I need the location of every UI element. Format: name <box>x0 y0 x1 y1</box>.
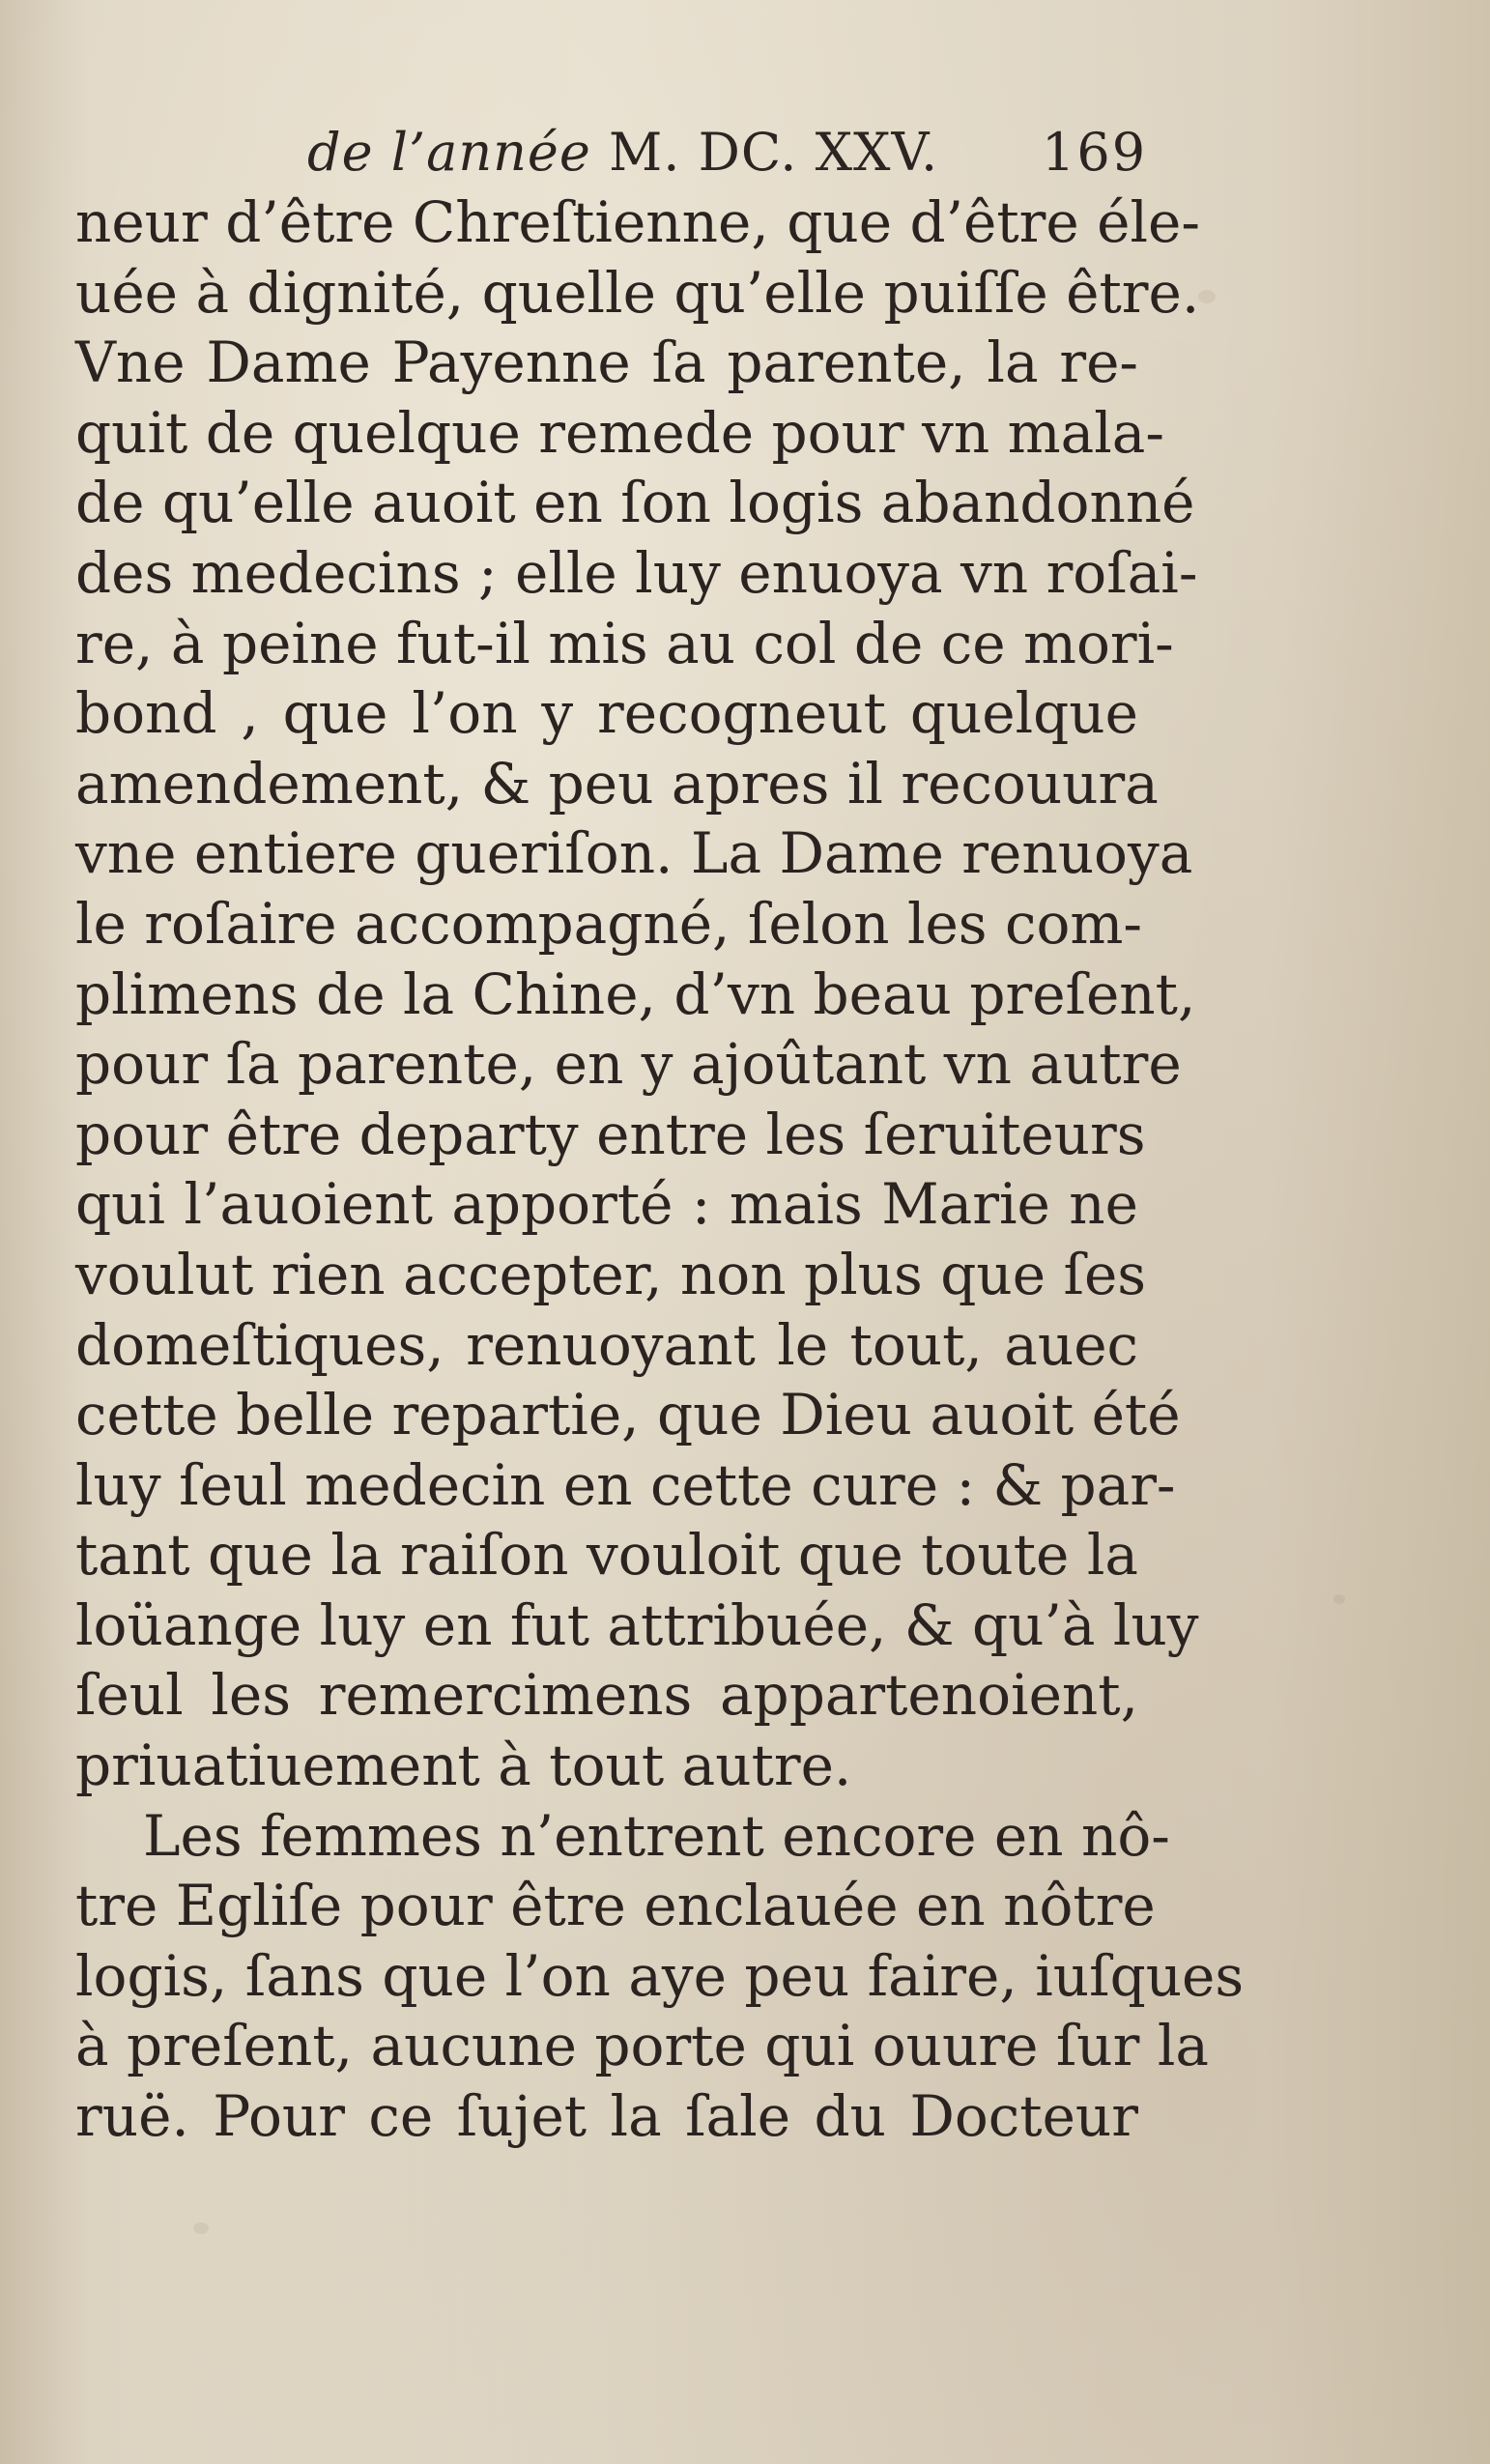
page-number: 169 <box>1042 122 1148 183</box>
text-line: tre Egliſe pour être enclauée en nôtre <box>75 1873 1156 1939</box>
running-header <box>0 114 1490 191</box>
text-line: logis, ſans que l’on aye peu faire, iuſques <box>75 1942 1245 2009</box>
text-line: Vne Dame Payenne ſa parente, la re- <box>75 329 1138 396</box>
paper-stain <box>1198 290 1216 303</box>
text-line: ſeul les remercimens appartenoient, <box>75 1662 1138 1729</box>
text-line: uée à dignité, quelle qu’elle puiſſe être. <box>75 259 1200 326</box>
text-line: tant que la raiſon vouloit que toute la <box>75 1522 1138 1589</box>
text-line: à preſent, aucune porte qui ouure ſur la <box>75 2013 1209 2079</box>
text-line: luy ſeul medecin en cette cure : & par- <box>75 1451 1176 1518</box>
text-line: ruë. Pour ce ſujet la ſale du Docteur <box>75 2083 1138 2150</box>
text-line: vne entiere gueriſon. La Dame renuoya <box>75 820 1193 887</box>
text-line: neur d’être Chreſtienne, que d’être éle- <box>75 189 1200 255</box>
text-line: re, à peine fut-il mis au col de ce mori- <box>75 610 1174 676</box>
text-line: des medecins ; elle luy enuoya vn roſai- <box>75 539 1198 606</box>
text-line: le roſaire accompagné, ſelon les com- <box>75 890 1143 957</box>
text-line: loüange luy en fut attribuée, & qu’à luy <box>75 1591 1199 1658</box>
text-line: de qu’elle auoit en ſon logis abandonné <box>75 470 1195 536</box>
running-title-italic: de l’année <box>307 122 591 183</box>
text-line: cette belle repartie, que Dieu auoit été <box>75 1382 1181 1448</box>
text-line: domeſtiques, renuoyant le tout, auec <box>75 1311 1138 1378</box>
text-line: pour ſa parente, en y ajoûtant vn autre <box>75 1031 1182 1098</box>
body-text <box>75 187 1245 2152</box>
text-line: qui l’auoient apporté : mais Marie ne <box>75 1171 1138 1238</box>
text-line: pour être departy entre les ſeruiteurs <box>75 1101 1146 1167</box>
text-line: plimens de la Chine, d’vn beau preſent, <box>75 960 1196 1027</box>
paper-stain <box>1333 1594 1345 1604</box>
text-line: quit de quelque remede pour vn mala- <box>75 399 1164 466</box>
text-line: bond , que l’on y recogneut quelque <box>75 680 1138 747</box>
text-line: amendement, & peu apres il recouura <box>75 750 1159 817</box>
paper-stain <box>193 2222 209 2234</box>
running-title <box>307 114 938 191</box>
text-line: voulut rien accepter, non plus que ſes <box>75 1241 1147 1307</box>
text-line: Les femmes n’entrent encore en nô- <box>143 1802 1170 1869</box>
running-title-roman: M. DC. XXV. <box>590 122 939 183</box>
text-line: priuatiuement à tout autre. <box>75 1733 852 1799</box>
